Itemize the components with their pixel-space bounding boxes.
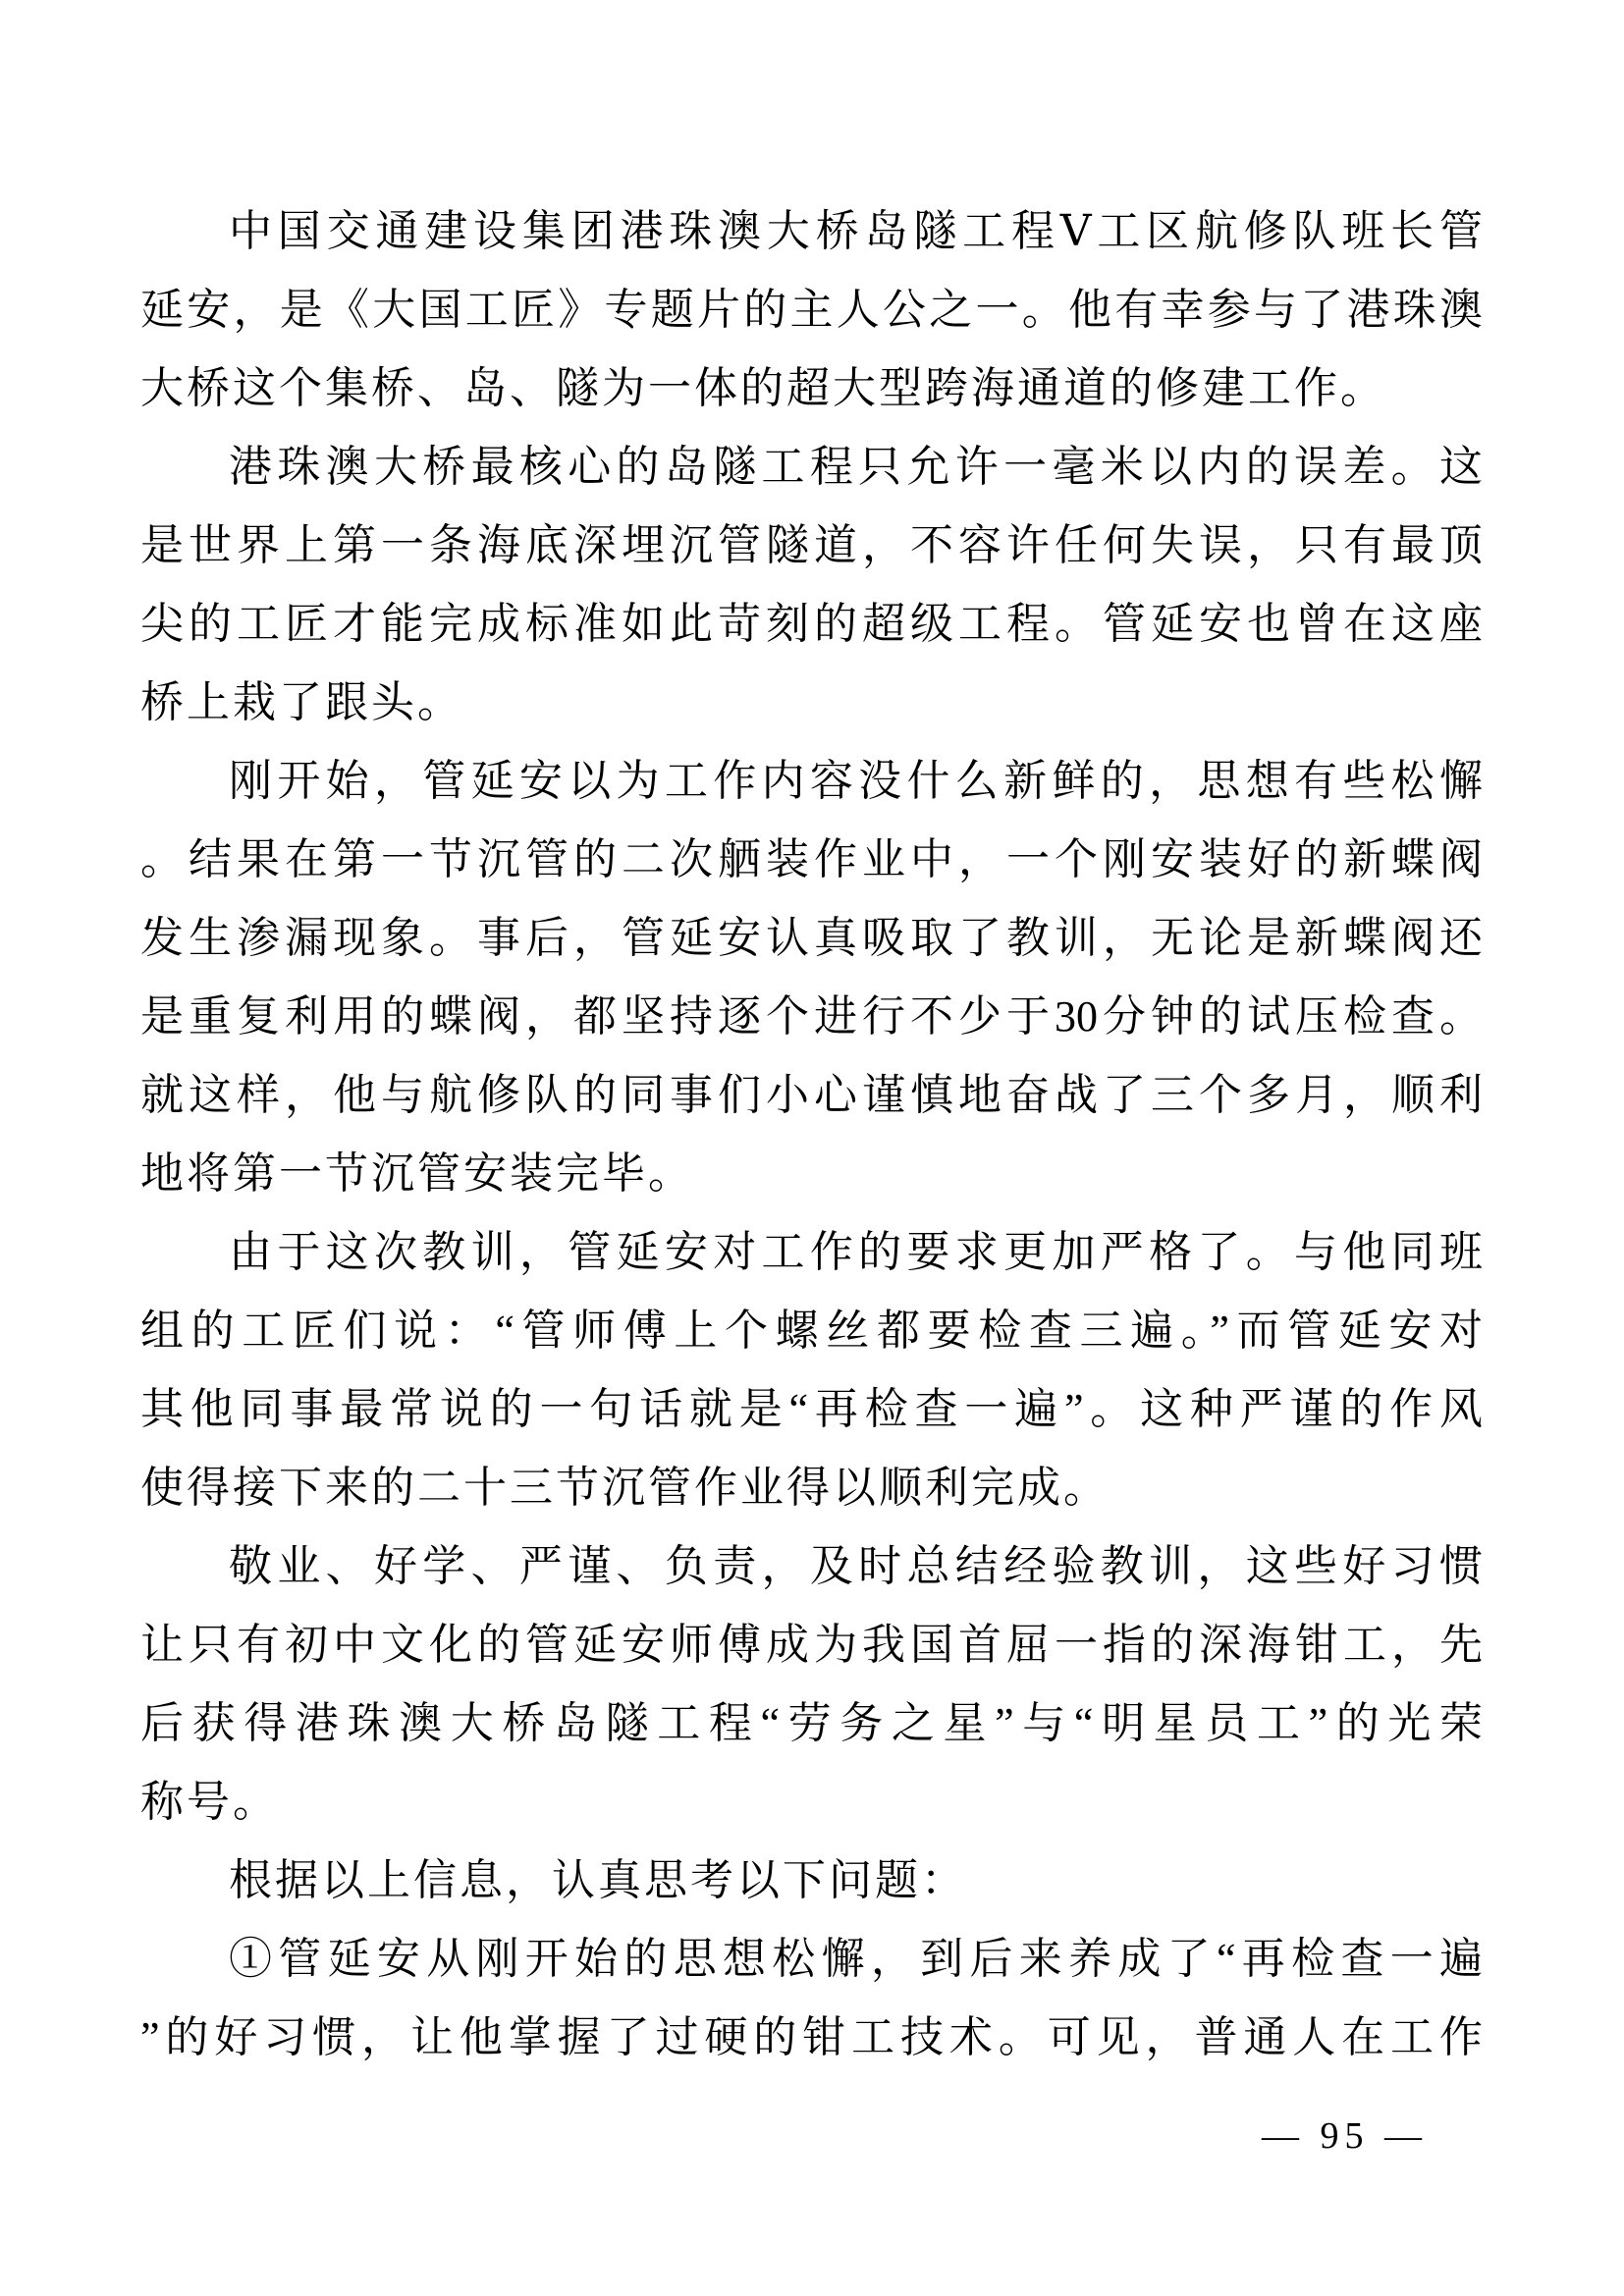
text-line: 由于这次教训，管延安对工作的要求更加严格了。与他同班 [229, 1228, 1483, 1276]
text-line: 桥上栽了跟头。 [140, 678, 463, 726]
text-line: 是重复利用的蝶阀，都坚持逐个进行不少于30分钟的试压检查。 [140, 992, 1483, 1041]
text-line: 是世界上第一条海底深埋沉管隧道，不容许任何失误，只有最顶 [140, 521, 1483, 569]
text-line: 发生渗漏现象。事后，管延安认真吸取了教训，无论是新蝶阀还 [140, 914, 1483, 962]
text-line: 刚开始，管延安以为工作内容没什么新鲜的，思想有些松懈 [229, 757, 1483, 805]
text-line: ①管延安从刚开始的思想松懈，到后来养成了“再检查一遍 [229, 1935, 1483, 1983]
text-line: 中国交通建设集团港珠澳大桥岛隧工程Ⅴ工区航修队班长管 [229, 207, 1483, 255]
text-line: 使得接下来的二十三节沉管作业得以顺利完成。 [140, 1464, 1110, 1512]
text-line: 敬业、好学、严谨、负责，及时总结经验教训，这些好习惯 [229, 1542, 1483, 1590]
text-line: 大桥这个集桥、岛、隧为一体的超大型跨海通道的修建工作。 [140, 364, 1386, 412]
text-line: 港珠澳大桥最核心的岛隧工程只允许一毫米以内的误差。这 [229, 443, 1483, 491]
text-line: 就这样，他与航修队的同事们小心谨慎地奋战了三个多月，顺利 [140, 1071, 1483, 1119]
text-line: ”的好习惯，让他掌握了过硬的钳工技术。可见，普通人在工作 [140, 2013, 1483, 2061]
text-line: 。结果在第一节沉管的二次舾装作业中，一个刚安装好的新蝶阀 [140, 835, 1483, 883]
text-line: 根据以上信息，认真思考以下问题： [229, 1856, 967, 1904]
text-line: 称号。 [140, 1778, 279, 1826]
text-block [140, 192, 1483, 2077]
page-number: — 95 — [1262, 2115, 1428, 2157]
text-line: 其他同事最常说的一句话就是“再检查一遍”。这种严谨的作风 [140, 1385, 1483, 1433]
text-line: 组的工匠们说：“管师傅上个螺丝都要检查三遍。”而管延安对 [140, 1307, 1483, 1355]
text-line: 延安，是《大国工匠》专题片的主人公之一。他有幸参与了港珠澳 [140, 286, 1483, 334]
text-line: 让只有初中文化的管延安师傅成为我国首屈一指的深海钳工，先 [140, 1621, 1483, 1669]
text-line: 地将第一节沉管安装完毕。 [140, 1149, 694, 1198]
text-line: 尖的工匠才能完成标准如此苛刻的超级工程。管延安也曾在这座 [140, 600, 1483, 648]
text-line: 后获得港珠澳大桥岛隧工程“劳务之星”与“明星员工”的光荣 [140, 1699, 1483, 1747]
